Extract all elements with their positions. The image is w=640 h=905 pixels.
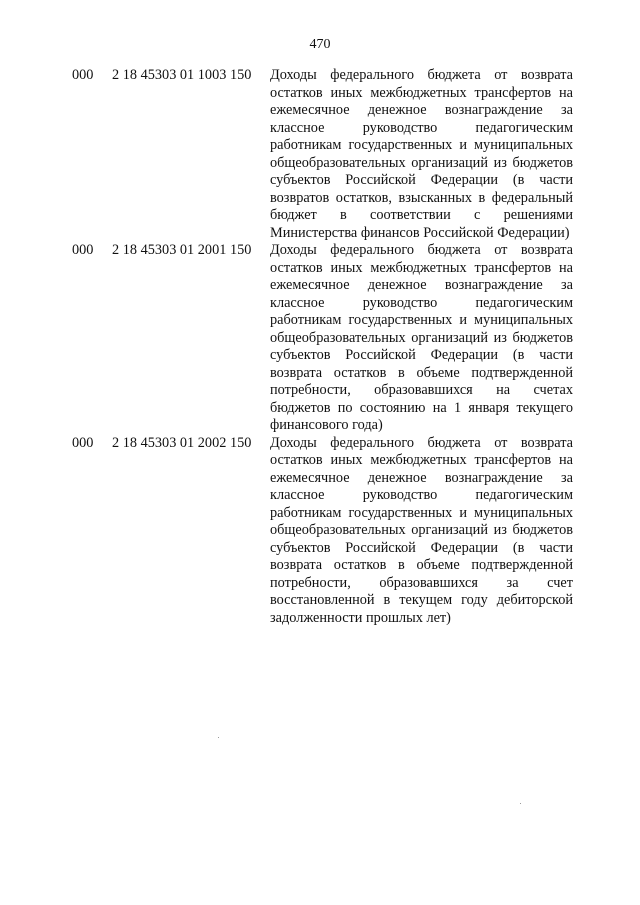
budget-classification-code: 2 18 45303 01 1003 150 xyxy=(112,67,252,83)
budget-code-entry xyxy=(0,242,640,435)
budget-code-entry xyxy=(0,67,640,242)
income-description: Доходы федерального бюджета от возврата остатков иных межбюджетных трансфертов на ежемесячное денежное вознаграждение за классное руководство педагогическим работникам государственных и муниципальных общеобразовательных организаций из бюджетов субъектов Российской Федерации (в части возврата остатков в объеме подтвержденной потребности, образовавшихся за счет восстановленной в текущем году дебиторской задолженности прошлых лет) xyxy=(270,434,573,626)
income-description: Доходы федерального бюджета от возврата остатков иных межбюджетных трансфертов на ежемесячное денежное вознаграждение за классное руководство педагогическим работникам государственных и муниципальных общеобразовательных организаций из бюджетов субъектов Российской Федерации (в части возвратов остатков, взысканных в федеральный бюджет в соответствии с решениями Министерства финансов Российской Федерации) xyxy=(270,67,573,241)
budget-classification-code: 2 18 45303 01 2001 150 xyxy=(112,242,252,258)
administrator-code: 000 xyxy=(72,242,94,258)
administrator-code: 000 xyxy=(72,67,94,83)
scan-speck xyxy=(520,803,521,804)
budget-code-entry xyxy=(0,435,640,628)
budget-classification-code: 2 18 45303 01 2002 150 xyxy=(112,434,252,451)
budget-code-list xyxy=(0,67,640,627)
page-number: 470 xyxy=(309,37,331,52)
scan-speck xyxy=(218,737,219,738)
income-description: Доходы федерального бюджета от возврата остатков иных межбюджетных трансфертов на ежемесячное денежное вознаграждение за классное руководство педагогическим работникам государственных и муниципальных общеобразовательных организаций из бюджетов субъектов Российской Федерации (в части возврата остатков в объеме подтвержденной потребности, образовавшихся на счетах бюджетов по состоянию на 1 января текущего финансового года) xyxy=(270,242,573,433)
administrator-code: 000 xyxy=(72,434,94,451)
